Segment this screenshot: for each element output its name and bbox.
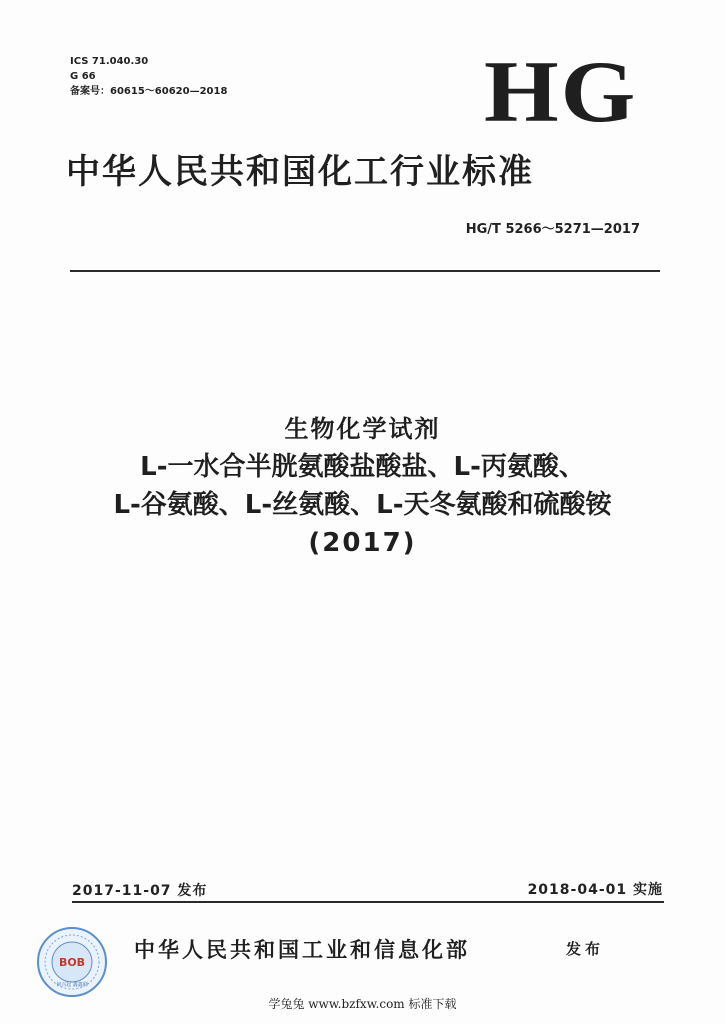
- title-line-3: L-谷氨酸、L-丝氨酸、L-天冬氨酸和硫酸铵: [113, 490, 612, 520]
- title-line-2: L-一水合半胱氨酸盐酸盐、L-丙氨酸、: [140, 452, 585, 482]
- seal-center-text: BOB: [58, 956, 86, 969]
- issue-date: 2017-11-07 发布: [72, 883, 208, 899]
- classification-block: [70, 54, 227, 99]
- hg-logo: HG: [484, 41, 638, 141]
- title-line-4: (2017): [308, 528, 417, 558]
- title-line-1: 生物化学试剂: [284, 415, 441, 443]
- standard-category-title: 中华人民共和国化工行业标准: [66, 152, 534, 192]
- issuing-authority: 中华人民共和国工业和信息化部: [134, 938, 470, 962]
- filing-number: 备案号：60615～60620—2018: [70, 86, 228, 97]
- top-divider: [70, 270, 660, 272]
- classification-code: G 66: [70, 71, 96, 82]
- issuing-authority-suffix: 发布: [566, 940, 605, 958]
- seal-bottom-text: 何兴起 鑫鑫网: [56, 982, 88, 988]
- ics-code: ICS 71.040.30: [70, 56, 149, 67]
- standard-number: HG/T 5266～5271—2017: [465, 222, 640, 237]
- anti-counterfeit-seal-icon: [36, 926, 108, 998]
- document-title: [40, 410, 685, 562]
- footer-watermark-text: 学兔兔 www.bzfxw.com 标准下载: [268, 997, 457, 1011]
- effective-date: 2018-04-01 实施: [527, 882, 663, 898]
- bottom-divider: [72, 901, 664, 903]
